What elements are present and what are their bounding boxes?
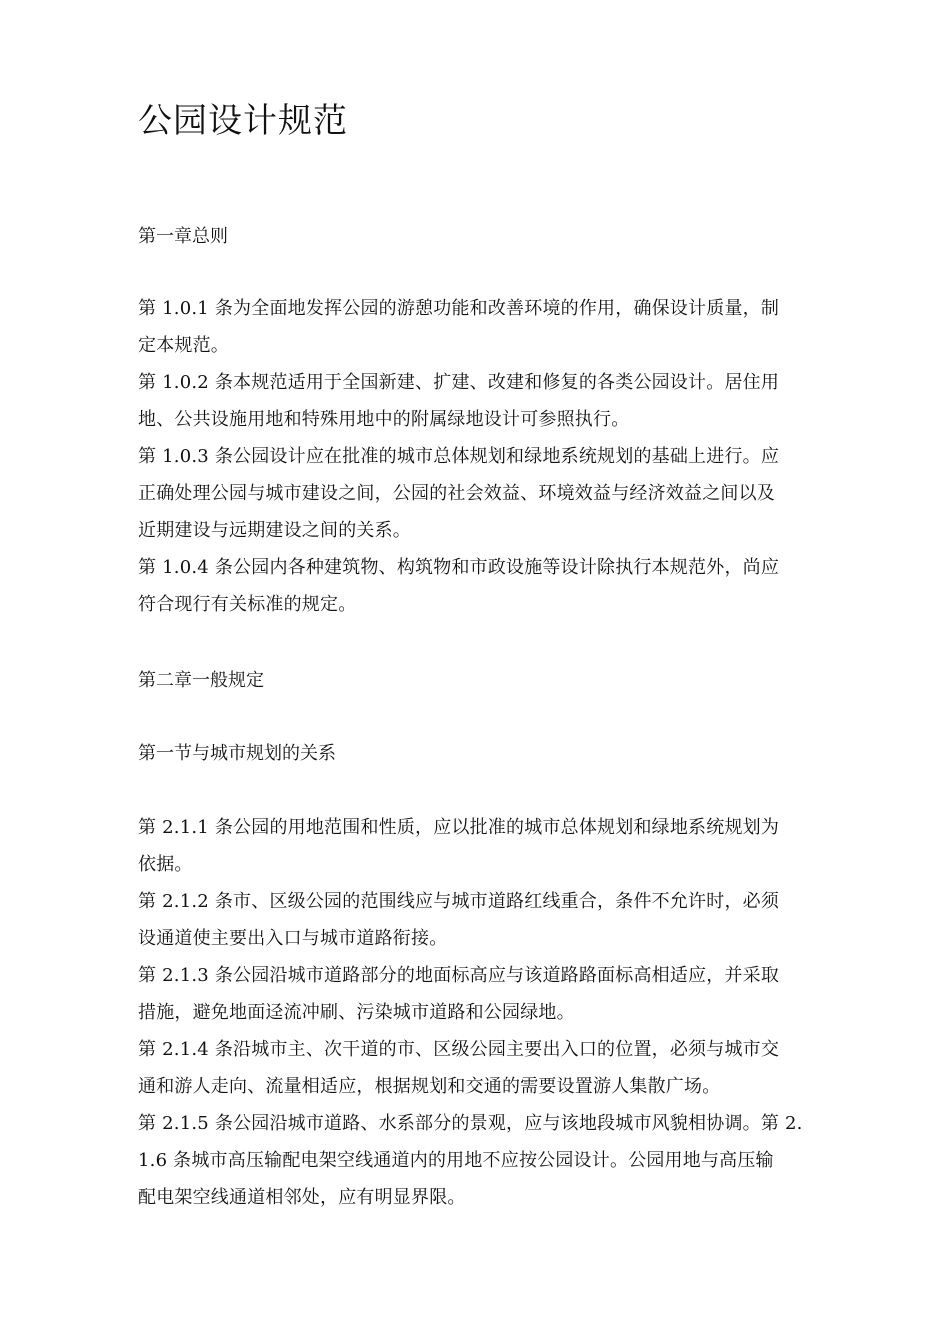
paragraph-line: 配电架空线通道相邻处，应有明显界限。: [138, 1187, 466, 1208]
paragraph-line: 设通道使主要出入口与城市道路衔接。: [138, 928, 448, 949]
paragraph-line: 定本规范。: [138, 335, 229, 356]
paragraph-line: 正确处理公园与城市建设之间，公园的社会效益、环境效益与经济效益之间以及: [138, 483, 775, 504]
paragraph-line: 第 1.0.3 条公园设计应在批准的城市总体规划和绿地系统规划的基础上进行。应: [138, 446, 780, 467]
paragraph-line: 符合现行有关标准的规定。: [138, 594, 357, 615]
paragraph-line: 第 1.0.2 条本规范适用于全国新建、扩建、改建和修复的各类公园设计。居住用: [138, 372, 780, 393]
paragraph-line: 第 2.1.3 条公园沿城市道路部分的地面标高应与该道路路面标高相适应，并采取: [138, 965, 780, 986]
chapter-1-body: [138, 290, 828, 623]
paragraph-line: 第 1.0.4 条公园内各种建筑物、构筑物和市政设施等设计除执行本规范外，尚应: [138, 557, 780, 578]
section-1-heading: 第一节与城市规划的关系: [138, 743, 336, 764]
paragraph-line: 第 2.1.2 条市、区级公园的范围线应与城市道路红线重合，条件不允许时，必须: [138, 891, 780, 912]
paragraph-line: 第 2.1.4 条沿城市主、次干道的市、区级公园主要出入口的位置，必须与城市交: [138, 1039, 780, 1060]
paragraph-line: 通和游人走向、流量相适应，根据规划和交通的需要设置游人集散广场。: [138, 1076, 721, 1097]
document-title: 公园设计规范: [138, 101, 348, 141]
chapter-1-heading: 第一章总则: [138, 226, 228, 247]
paragraph-line: 第 1.0.1 条为全面地发挥公园的游憩功能和改善环境的作用，确保设计质量，制: [138, 298, 780, 319]
paragraph-line: 地、公共设施用地和特殊用地中的附属绿地设计可参照执行。: [138, 409, 630, 430]
paragraph-line: 第 2.1.1 条公园的用地范围和性质，应以批准的城市总体规划和绿地系统规划为: [138, 817, 780, 838]
paragraph-line: 依据。: [138, 854, 193, 875]
section-1-body: [138, 809, 828, 1216]
paragraph-line: 1.6 条城市高压输配电架空线通道内的用地不应按公园设计。公园用地与高压输: [138, 1150, 774, 1171]
chapter-2-heading: 第二章一般规定: [138, 670, 264, 691]
paragraph-line: 第 2.1.5 条公园沿城市道路、水系部分的景观，应与该地段城市风貌相协调。第 2.: [138, 1113, 803, 1134]
paragraph-line: 措施，避免地面迳流冲刷、污染城市道路和公园绿地。: [138, 1002, 575, 1023]
paragraph-line: 近期建设与远期建设之间的关系。: [138, 520, 411, 541]
